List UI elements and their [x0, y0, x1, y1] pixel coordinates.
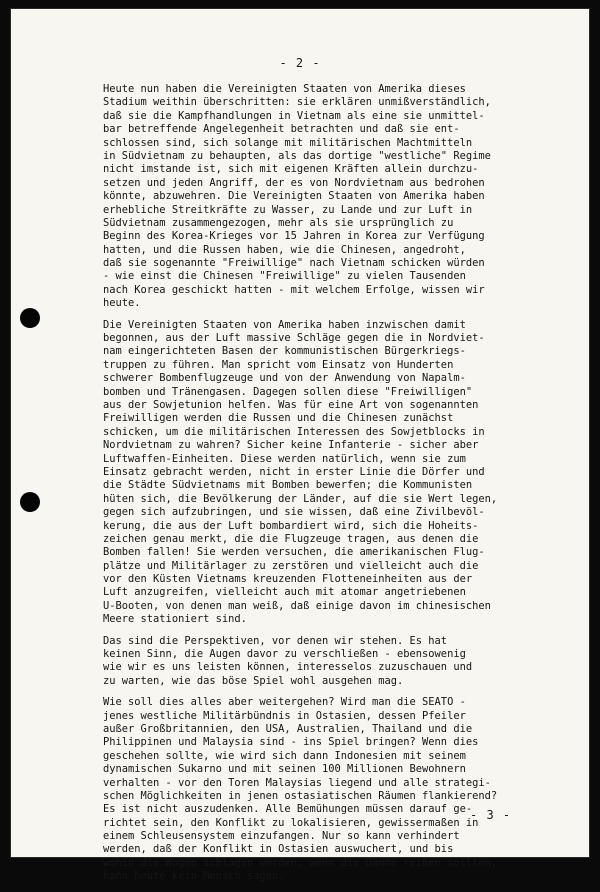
- text-line: kerung, die aus der Luft bombardiert wird, sich die Hoheits-: [103, 519, 479, 532]
- page-number-top: - 2 -: [279, 56, 321, 70]
- text-line: verhalten - vor den Toren Malaysias liegend und alle strategi-: [103, 776, 491, 789]
- text-line: werden, daß der Konflikt in Ostasien auswuchert, und bis: [103, 843, 454, 856]
- text-line: einem Schleusensystem einzufangen. Nur so kann verhindert: [103, 830, 460, 843]
- text-line: schwerer Bombenflugzeuge und von der Anwendung von Napalm-: [103, 372, 466, 385]
- text-line: Philippinen und Malaysia sind - ins Spiel bringen? Wenn dies: [103, 736, 479, 749]
- text-line: die Städte Südvietnams mit Bomben bewerfen; die Kommunisten: [103, 479, 473, 492]
- punch-hole: [20, 308, 40, 328]
- text-line: Nordvietnam zu wahren? Sicher keine Infanterie - sicher aber: [103, 439, 479, 452]
- paragraph: [103, 635, 583, 689]
- text-line: nam eingerichteten Basen der kommunistischen Bürgerkriegs-: [103, 345, 466, 358]
- paragraph: [103, 83, 583, 311]
- text-line: heute.: [103, 297, 141, 310]
- paragraph: [103, 696, 583, 883]
- text-line: in Südvietnam zu behaupten, als das dortige "westliche" Regime: [103, 149, 491, 162]
- text-line: setzen und jeden Angriff, der es von Nordvietnam aus bedrohen: [103, 176, 485, 189]
- text-line: plätze und Militärlager zu zerstören und vielleicht auch die: [103, 559, 479, 572]
- text-line: Beginn des Korea-Krieges vor 15 Jahren in Korea zur Verfügung: [103, 230, 485, 243]
- text-line: nach Korea geschickt hatten - mit welchem Erfolge, wissen wir: [103, 283, 485, 296]
- text-line: zu warten, wie das böse Spiel wohl ausgehen mag.: [103, 674, 404, 687]
- text-line: truppen zu führen. Man spricht vom Einsatz von Hunderten: [103, 358, 454, 371]
- text-line: dynamischen Sukarno und mit seinen 100 Millionen Bewohnern: [103, 763, 466, 776]
- text-line: Es ist nicht auszudenken. Alle Bemühungen müssen darauf ge-: [103, 803, 473, 816]
- text-line: Luft anzugreifen, vielleicht auch mit atomar angetriebenen: [103, 586, 466, 599]
- text-line: aus der Sowjetunion helfen. Was für eine Art von sogenannten: [103, 398, 479, 411]
- text-line: Heute nun haben die Vereinigten Staaten von Amerika dieses: [103, 83, 466, 95]
- text-line: - wie einst die Chinesen "Freiwillige" zu vielen Tausenden: [103, 270, 466, 283]
- page-number-bottom: - 3 -: [470, 808, 512, 822]
- text-line: nicht imstande ist, sich mit eigenen Kräften allein durchzu-: [103, 163, 479, 176]
- text-line: Südvietnam zusammengezogen, mehr als sie ursprünglich zu: [103, 216, 454, 229]
- text-line: zeichen genau merkt, die die Flugzeuge tragen, aus denen die: [103, 532, 479, 545]
- text-line: könnte, abzuwehren. Die Vereinigten Staaten von Amerika haben: [103, 190, 485, 203]
- text-line: wie wir es uns leisten können, interesselos zuzuschauen und: [103, 661, 473, 674]
- text-line: hatten, und die Russen haben, wie die Chinesen, angedroht,: [103, 243, 466, 256]
- text-line: Einsatz gebracht werden, nicht in erster Linie die Dörfer und: [103, 465, 485, 478]
- text-line: keinen Sinn, die Augen davor zu verschließen - ebensowenig: [103, 648, 466, 661]
- text-line: vor den Küsten Vietnams kreuzenden Flotteneinheiten aus der: [103, 573, 473, 586]
- text-line: Luftwaffen-Einheiten. Diese werden natürlich, wenn sie zum: [103, 452, 466, 465]
- text-line: schicken, um die militärischen Interessen des Sowjetblocks in: [103, 425, 485, 438]
- text-line: gegen sich aufzubringen, und sie wissen, daß eine Zivilbevöl-: [103, 506, 485, 519]
- text-line: richtet sein, den Konflikt zu lokalisieren, gewissermaßen in: [103, 816, 479, 829]
- text-line: U-Booten, von denen man weiß, daß einige davon im chinesischen: [103, 599, 491, 612]
- text-line: schen Möglichkeiten in jenen ostasiatischen Räumen flankierend?: [103, 789, 498, 802]
- text-line: Bomben fallen! Sie werden versuchen, die amerikanischen Flug-: [103, 546, 485, 559]
- text-line: Das sind die Perspektiven, vor denen wir stehen. Es hat: [103, 634, 448, 647]
- text-line: Die Vereinigten Staaten von Amerika haben inzwischen damit: [103, 318, 466, 331]
- text-line: erhebliche Streitkräfte zu Wasser, zu Lande und zur Luft in: [103, 203, 473, 216]
- text-line: begonnen, aus der Luft massive Schläge gegen die in Nordviet-: [103, 332, 485, 345]
- text-line: bomben und Tränengasen. Dagegen sollen diese "Freiwilligen": [103, 385, 473, 398]
- punch-hole: [20, 492, 40, 512]
- text-line: Stadium weithin überschritten: sie erklären unmißverständlich,: [103, 96, 491, 109]
- text-line: kann heute kein Mensch sagen.: [103, 870, 285, 883]
- text-line: Wie soll dies alles aber weitergehen? Wird man die SEATO -: [103, 696, 466, 709]
- text-line: geschehen sollte, wie wird sich dann Indonesien mit seinem: [103, 749, 466, 762]
- text-line: bar betreffende Angelegenheit betrachten und daß sie ent-: [103, 123, 460, 136]
- text-line: jenes westliche Militärbündnis in Ostasien, dessen Pfeiler: [103, 709, 466, 722]
- text-line: wohin die Wogen schlagen werden, wenn die Dämme reißen sollten,: [103, 856, 498, 869]
- text-line: außer Großbritannien, den USA, Australien, Thailand und die: [103, 722, 473, 735]
- text-line: Freiwilligen werden die Russen und die Chinesen zunächst: [103, 412, 454, 425]
- text-line: daß sie sogenannte "Freiwillige" nach Vietnam schicken würden: [103, 257, 485, 270]
- body-text: [103, 83, 583, 892]
- text-line: Meere stationiert sind.: [103, 613, 247, 626]
- text-line: daß sie die Kampfhandlungen in Vietnam als eine sie unmittel-: [103, 109, 485, 122]
- text-line: hüten sich, die Bevölkerung der Länder, auf die sie Wert legen,: [103, 492, 498, 505]
- text-line: schlossen sind, sich solange mit militärischen Machtmitteln: [103, 136, 473, 149]
- paragraph: [103, 319, 583, 627]
